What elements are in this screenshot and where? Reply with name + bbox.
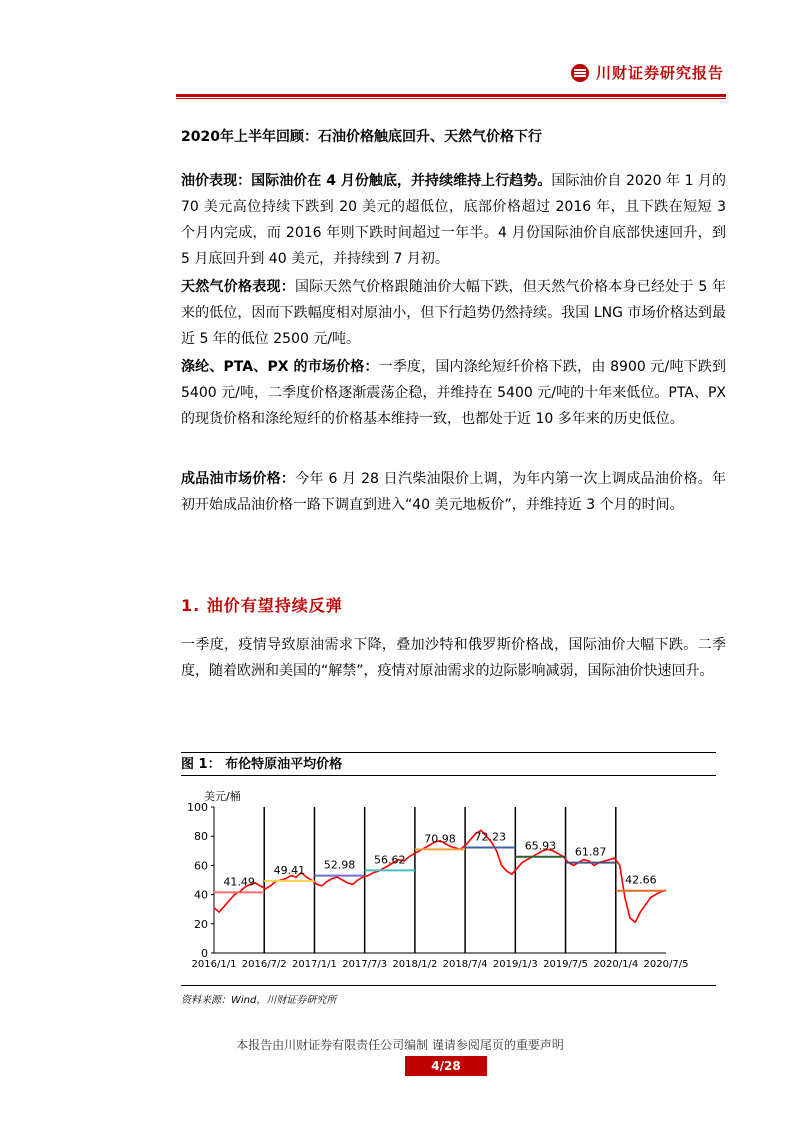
source-rule xyxy=(181,985,716,986)
paragraph-lead: 成品油市场价格： xyxy=(181,471,296,487)
y-tick-label: 60 xyxy=(194,859,208,873)
paragraph-polyester xyxy=(181,354,726,432)
figure-title: 图 1： 布伦特原油平均价格 xyxy=(181,757,343,772)
x-tick-label: 2017/7/3 xyxy=(342,959,388,970)
x-tick-label: 2020/1/4 xyxy=(593,959,639,970)
y-tick-label: 20 xyxy=(194,917,208,931)
paragraph-refined-oil xyxy=(181,466,726,518)
y-tick-label: 80 xyxy=(194,830,208,844)
header-rule xyxy=(176,94,726,97)
section-title: 2020年上半年回顾：石油价格触底回升、天然气价格下行 xyxy=(181,129,542,145)
figure-source: 资料来源：Wind，川财证券研究所 xyxy=(181,995,337,1006)
x-tick-label: 2019/1/3 xyxy=(492,959,538,970)
footer-disclaimer: 本报告由川财证券有限责任公司编制 谨请参阅尾页的重要声明 xyxy=(236,1038,564,1052)
average-label: 41.49 xyxy=(223,875,255,889)
average-label: 70.98 xyxy=(424,832,456,846)
paragraph-lead: 天然气价格表现： xyxy=(181,279,295,295)
x-tick-label: 2019/7/5 xyxy=(543,959,589,970)
heading-oil-rebound: 1. 油价有望持续反弹 xyxy=(181,596,343,615)
y-tick-label: 0 xyxy=(201,947,208,960)
paragraph-body: 国际天然气价格跟随油价大幅下跌，但天然气价格本身已经处于 5 年来的低位，因而下跌幅度相对原油小，但下行趋势仍然持续。我国 LNG 市场价格达到最近 5 年的低位 2500 元/吨。 xyxy=(181,279,726,347)
x-tick-label: 2018/7/4 xyxy=(442,959,488,970)
header-brand xyxy=(570,62,724,83)
paragraph-lead: 涤纶、PTA、PX 的市场价格： xyxy=(181,359,379,375)
average-label: 42.66 xyxy=(625,873,657,887)
figure-title-rule xyxy=(181,775,716,776)
page-number: 4/28 xyxy=(405,1056,487,1076)
brent-price-chart xyxy=(181,780,716,980)
paragraph-natural-gas xyxy=(181,274,726,352)
paragraph-oil-rebound: 一季度，疫情导致原油需求下降，叠加沙特和俄罗斯价格战，国际油价大幅下跌。二季度，随着欧洲和美国的“解禁”，疫情对原油需求的边际影响减弱，国际油价快速回升。 xyxy=(181,637,726,679)
paragraph-body: 今年 6 月 28 日汽柴油限价上调，为年内第一次上调成品油价格。年初开始成品油价格一路下调直到进入“40 美元地板价”，并维持近 3 个月的时间。 xyxy=(181,471,727,513)
x-tick-label: 2016/7/2 xyxy=(241,959,287,970)
average-label: 72.23 xyxy=(474,830,506,844)
average-label: 49.41 xyxy=(273,863,306,877)
paragraph-lead: 油价表现：国际油价在 4 月份触底，并持续维持上行趋势。 xyxy=(181,173,552,189)
x-tick-label: 2017/1/1 xyxy=(291,959,337,970)
average-label: 65.93 xyxy=(524,839,557,853)
y-axis-label: 美元/桶 xyxy=(204,790,241,803)
x-tick-label: 2018/1/2 xyxy=(392,959,438,970)
average-label: 61.87 xyxy=(574,845,607,859)
paragraph-body: 国际油价自 2020 年 1 月的 70 美元高位持续下跌到 20 美元的超低位，底部价格超过 2016 年，且下跌在短短 3 个月内完成，而 2016 年则下跌时间超过一年半。4 月份国际油价自底部快速回升，到 5 月底回升到 40 美元，并持续到 7 月初。 xyxy=(181,173,726,267)
brand-name: 川财证券研究报告 xyxy=(595,64,724,82)
y-tick-label: 40 xyxy=(194,888,208,902)
chuancai-logo-icon xyxy=(570,63,590,83)
header-rule-thin xyxy=(176,98,726,99)
paragraph-body: 一季度，国内涤纶短纤价格下跌，由 8900 元/吨下跌到 5400 元/吨，二季度价格逐渐震荡企稳，并维持在 5400 元/吨的十年来低位。PTA、PX 的现货价格和涤纶短纤的价格基本维持一致，也都处于近 10 多年来的历史低位。 xyxy=(181,359,726,427)
x-tick-label: 2020/7/5 xyxy=(643,959,689,970)
average-label: 52.98 xyxy=(323,858,356,872)
paragraph-oil-price xyxy=(181,168,726,272)
x-tick-label: 2016/1/1 xyxy=(191,959,237,970)
y-tick-label: 100 xyxy=(187,801,208,814)
average-label: 56.62 xyxy=(374,853,406,867)
